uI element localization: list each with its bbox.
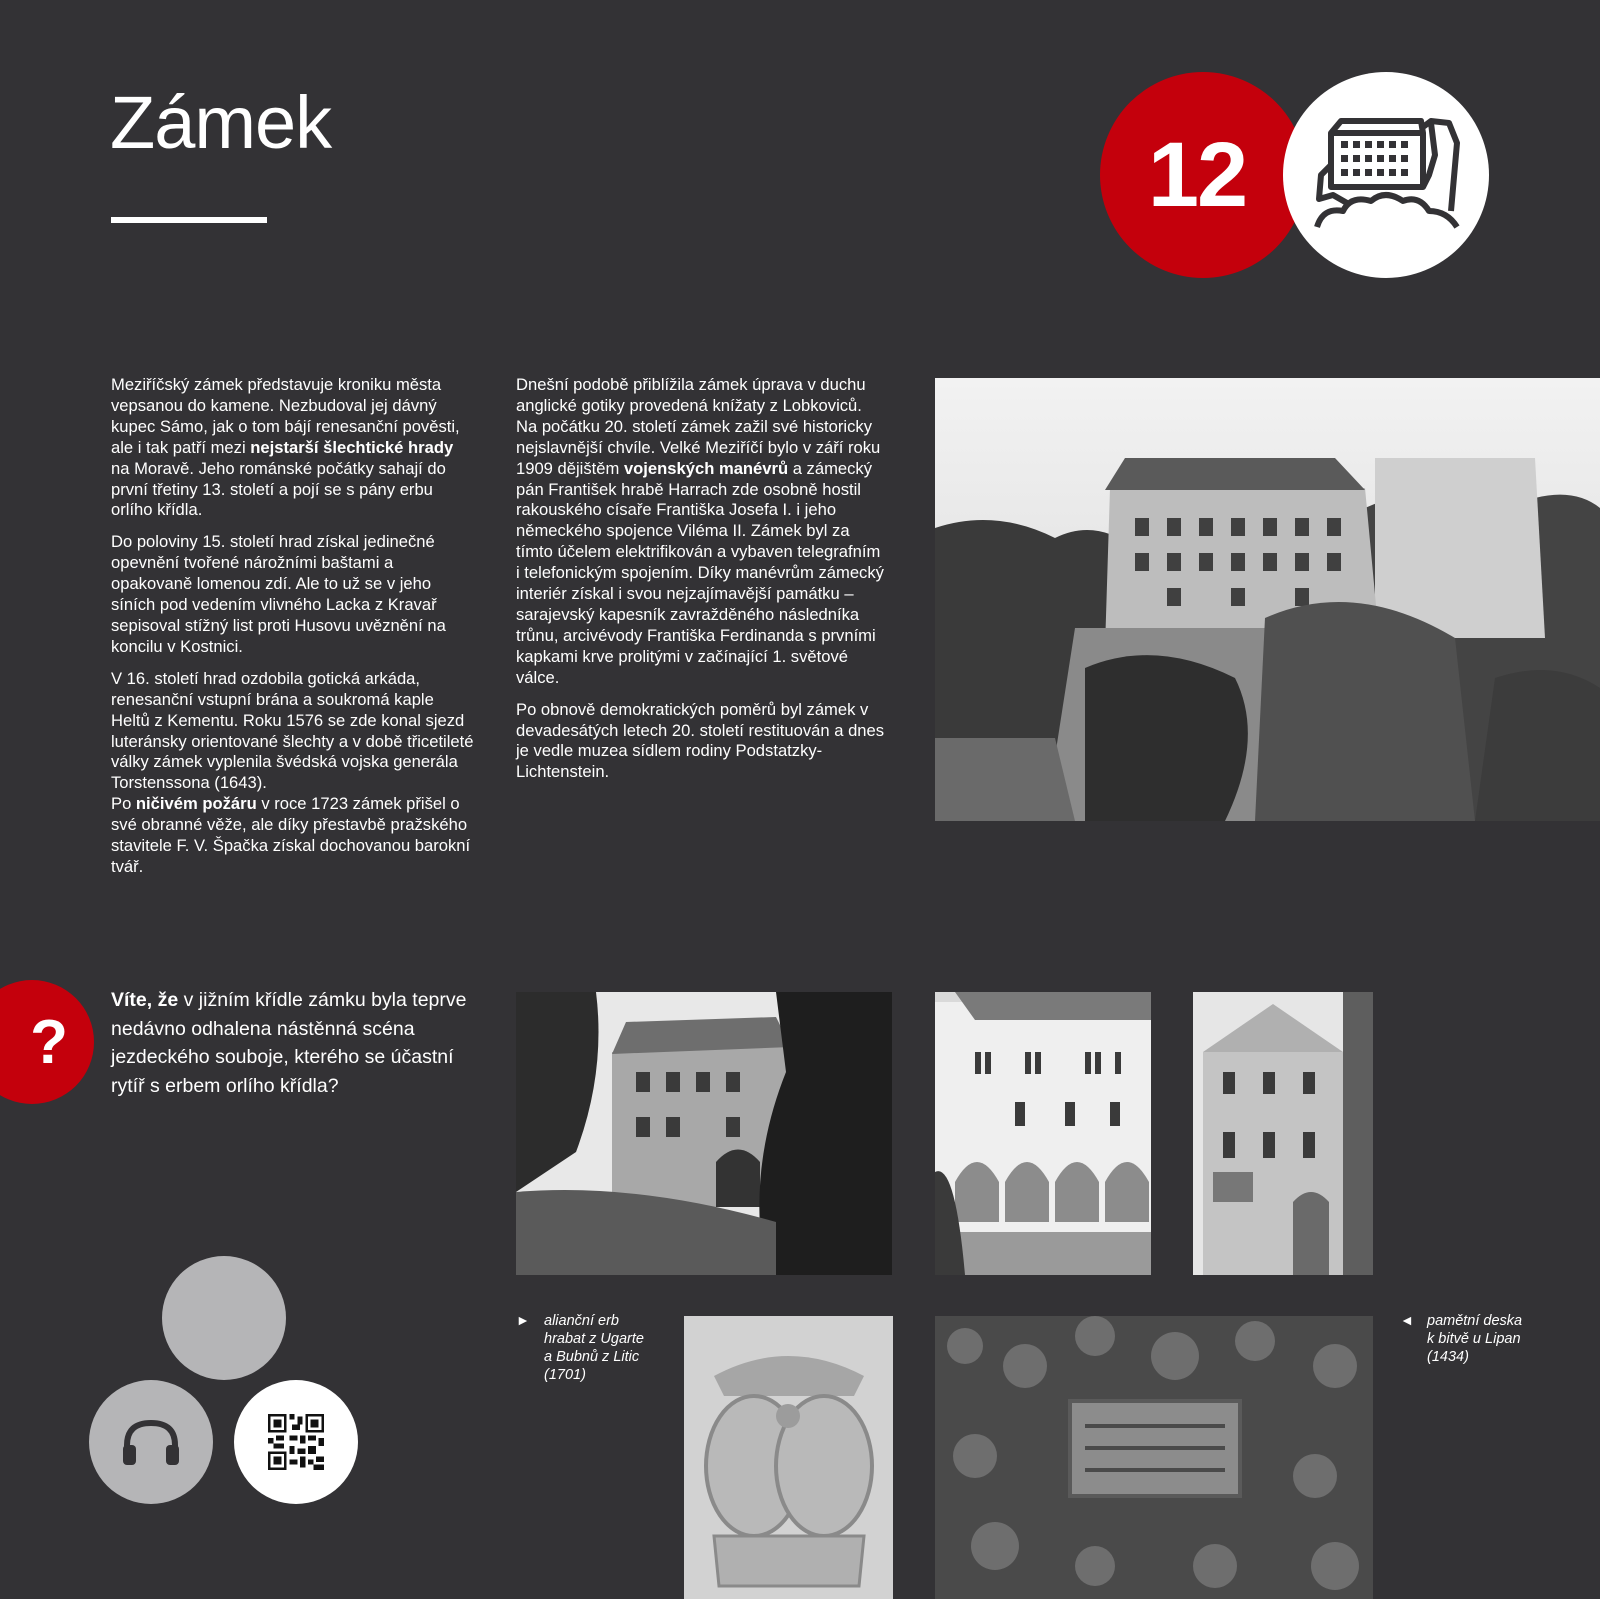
question-badge — [0, 980, 94, 1104]
coat-of-arms-photo — [684, 1316, 893, 1599]
text-column-1 — [111, 375, 476, 889]
stop-number: 12 — [1147, 123, 1247, 226]
page-title: Zámek — [110, 81, 332, 164]
title-underline — [111, 217, 267, 223]
memorial-plaque-photo — [935, 1316, 1373, 1599]
caption-arrow-left: ◄ — [1400, 1312, 1414, 1328]
paragraph: Dnešní podobě přiblížila zámek úprava v duchu anglické gotiky provedená knížaty z Lobkoviců. Na počátku 20. století zámek zažil své historicky nejslavnější chvíle. Velké Meziříčí bylo v září roku 1909 dějištěm vojenských manévrů a zámecký pán František hrabě Harrach zde osobně hostil rakouského císaře Františka Josefa I. i jeho německého spojence Viléma II. Zámek byl za tímto účelem elektrifikován a vybaven telegrafním i telefonickým spojením. Díky manévrům zámecký interiér získal i svou nejzajímavější památku – sarajevský kapesník zavražděného následníka trůnu, arcivévody Františka Ferdinanda s prvními kapkami krve prolitými v začínající 1. světové válce. — [516, 375, 884, 687]
paragraph: Meziříčský zámek představuje kroniku města vepsanou do kamene. Nezbudoval jej dávný kupec Sámo, jak o tom bájí renesanční pověsti, ale i tak patří mezi nejstarší šlechtické hrady na Moravě. Jeho románské počátky sahají do první třetiny 13. století a pojí se s pány erbu orlího křídla. — [111, 375, 460, 520]
courtyard-photo-1 — [516, 992, 892, 1275]
stop-number-badge — [1100, 72, 1306, 278]
qr-code-button[interactable] — [234, 1380, 358, 1504]
caption-arrow-right: ► — [516, 1312, 530, 1328]
castle-icon-badge — [1283, 72, 1489, 278]
highlight: nejstarší šlechtické hrady — [250, 437, 454, 457]
did-you-know-text: Víte, že v jižním křídle zámku byla teprve nedávno odhalena nástěnná scéna jezdeckého souboje, kterého se účastní rytíř s erbem orlího křídla? — [111, 989, 467, 1097]
fact-lead: Víte, že — [111, 989, 179, 1011]
caption-coat-of-arms: ► alianční erb hrabat z Ugarte a Bubnů z Litic (1701) — [516, 1312, 644, 1383]
qr-code-icon — [268, 1414, 324, 1470]
paragraph: V 16. století hrad ozdobila gotická arkáda, renesanční vstupní brána a soukromá kaple Heltů z Kementu. Roku 1576 se zde konal sjezd luteránsky orientované šlechty a v době třicetileté války zámek vyplenila švédská vojska generála Torstenssona (1643). Po ničivém požáru v roce 1723 zámek přišel o své obranné věže, ale díky přestavbě pražského stavitele F. V. Špačka získal dochovanou barokní tvář. — [111, 668, 474, 876]
caption-memorial-plaque: ◄ pamětní deska k bitvě u Lipan (1434) — [1400, 1312, 1523, 1365]
headphones-icon — [121, 1417, 181, 1467]
question-mark-icon: ? — [30, 1007, 68, 1077]
paragraph: Po obnově demokratických poměrů byl zámek v devadesátých letech 20. století restituován a dnes je vedle muzea sídlem rodiny Podstatzky-Lichtenstein. — [516, 699, 885, 782]
facade-photo — [1193, 992, 1373, 1275]
text-column-2 — [516, 375, 886, 794]
arcade-photo — [935, 992, 1151, 1275]
audio-guide-button[interactable] — [89, 1380, 213, 1504]
paragraph: Do poloviny 15. století hrad získal jedinečné opevnění tvořené nárožními baštami a opakovaně lomenou zdí. Ale to už se v jeho síních pod vedením vlivného Lacka z Kravař sepisoval stížný list proti Husovu uvěznění na koncilu v Kostnici. — [111, 532, 446, 656]
highlight: vojenských manévrů — [623, 458, 789, 478]
decorative-circle — [162, 1256, 286, 1380]
castle-icon — [1311, 115, 1461, 235]
highlight: ničivém požáru — [135, 794, 257, 814]
castle-photo — [935, 378, 1600, 821]
